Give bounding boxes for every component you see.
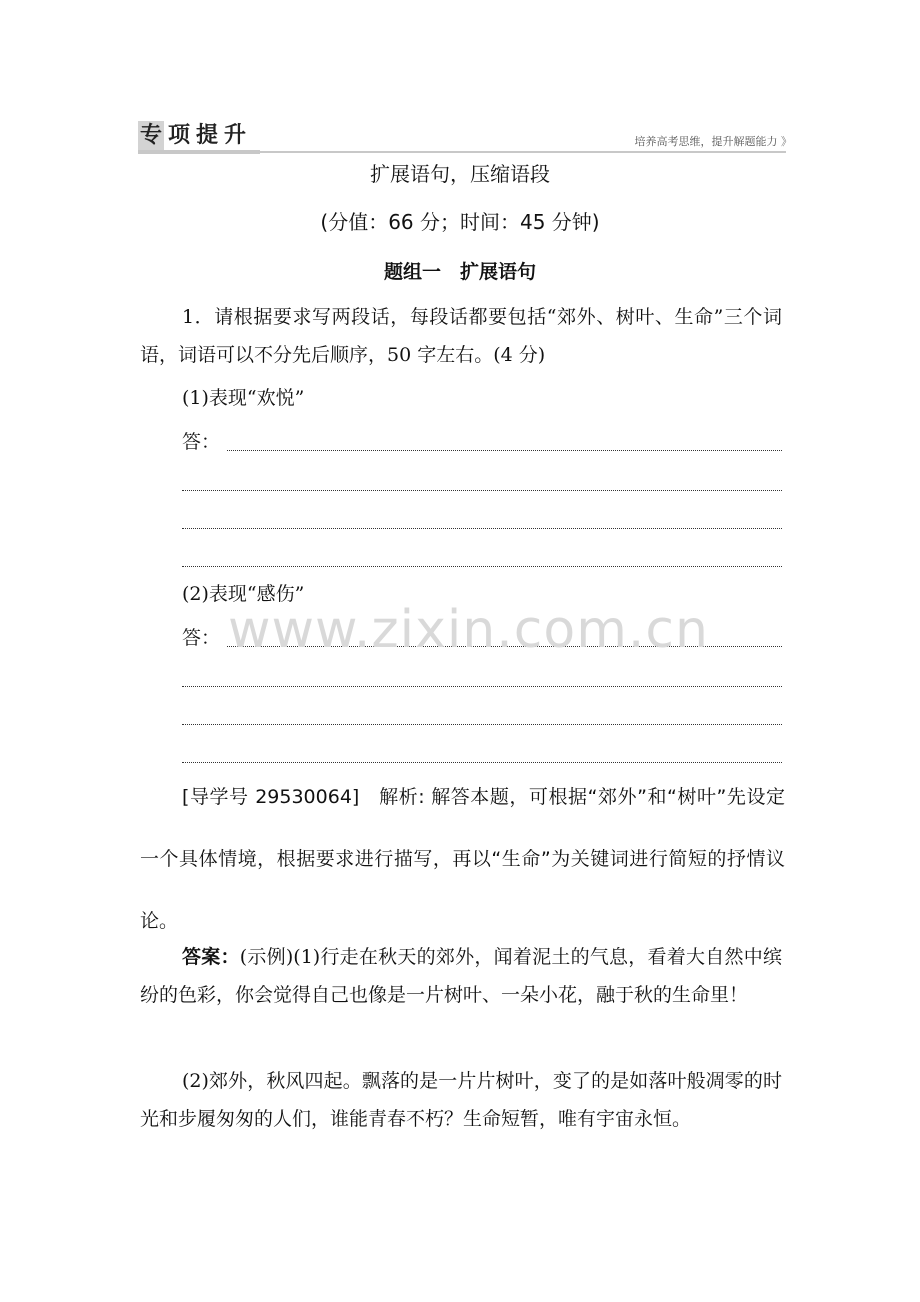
answer-label-2: 答： [182, 627, 221, 649]
answer-text-2: (2)郊外，秋风四起。飘落的是一片片树叶，变了的是如落叶般凋零的时光和步履匆匆的人们，谁能青春不朽？生命短暂，唯有宇宙永恒。 [140, 1070, 782, 1130]
analysis-label: 解析: [379, 786, 425, 808]
answer-line [182, 762, 782, 763]
header-bar-thick [138, 150, 260, 154]
analysis-text: 解答本题，可根据“郊外”和“树叶”先设定一个具体情境，根据要求进行描写，再以“生命”为关键词进行简短的抒情议论。 [140, 786, 785, 932]
answer-line [227, 450, 782, 451]
question-text: 1．请根据要求写两段话，每段话都要包括“郊外、树叶、生命”三个词语，词语可以不分先后顺序，50 字左右。(4 分) [140, 306, 782, 366]
analysis-ref: [导学号 29530064] [182, 786, 360, 808]
page-subtitle: (分值：66 分；时间：45 分钟) [320, 210, 600, 234]
analysis-block [140, 766, 785, 952]
answer-text-1: (示例)(1)行走在秋天的郊外，闻着泥土的气息，看着大自然中缤纷的色彩，你会觉得自己也像是一片树叶、一朵小花，融于秋的生命里！ [140, 946, 782, 1006]
answer-line [182, 528, 782, 529]
page-title: 扩展语句，压缩语段 [370, 162, 550, 186]
answer-label: 答案： [182, 946, 240, 968]
answer-line [182, 724, 782, 725]
question-part-2: (2)表现“感伤” [182, 583, 305, 605]
header-bar-thin [260, 151, 786, 153]
question-part-1: (1)表现“欢悦” [182, 387, 305, 409]
header-label-rest: 项提升 [168, 123, 253, 148]
answer-block-1 [140, 938, 782, 1014]
answer-line [182, 686, 782, 687]
answer-line [182, 566, 782, 567]
header-slogan: 培养高考思维，提升解题能力 》 [634, 135, 792, 148]
header-label-first: 专 [138, 121, 164, 151]
answer-label-1: 答： [182, 431, 221, 453]
watermark: www.zixin.com.cn [228, 600, 709, 660]
answer-line [182, 490, 782, 491]
section-heading: 题组一 扩展语句 [383, 261, 536, 283]
section-header-label [138, 118, 260, 154]
